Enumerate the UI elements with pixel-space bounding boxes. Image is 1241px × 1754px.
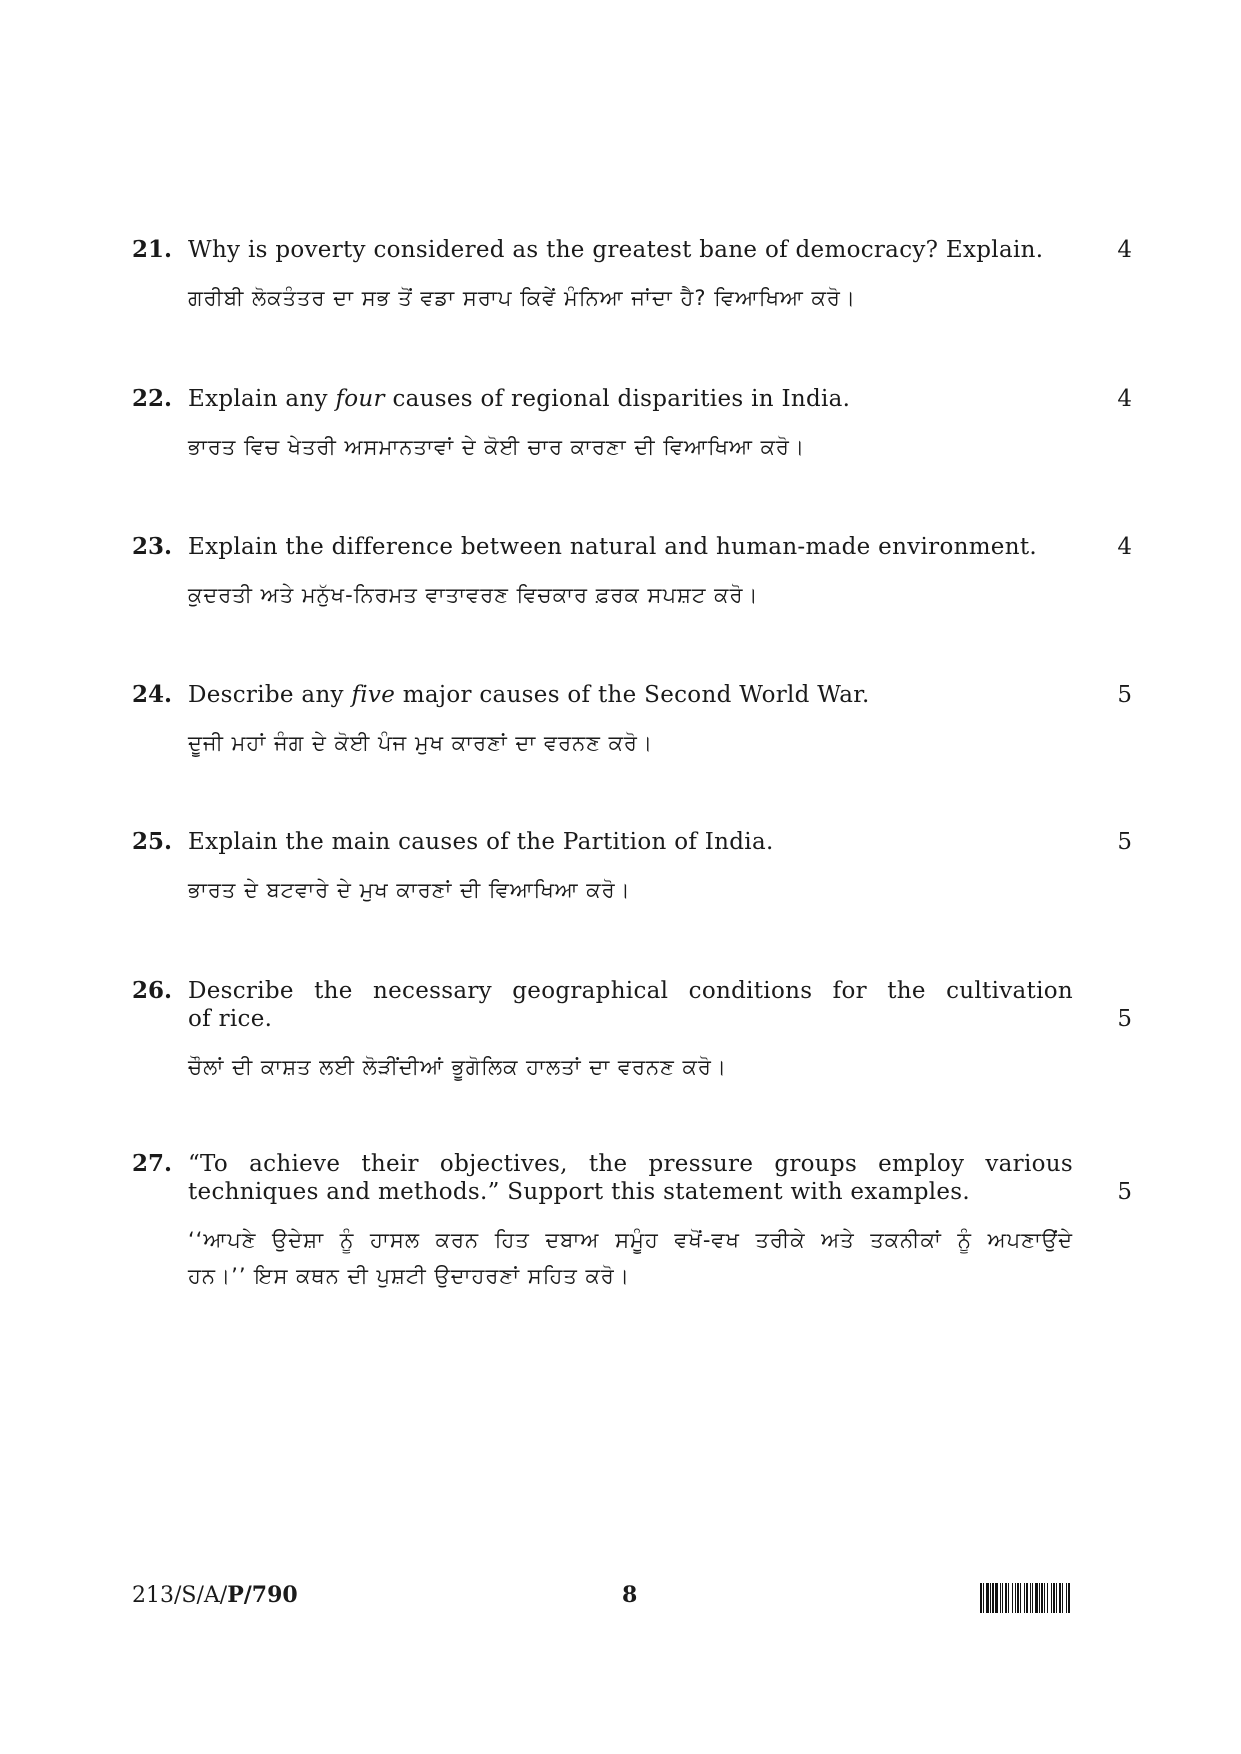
question-marks: 5 bbox=[1117, 1179, 1132, 1205]
question-25 bbox=[132, 828, 1132, 908]
question-text-english: Describe any five major causes of the Second World War. bbox=[188, 682, 870, 708]
question-24 bbox=[132, 681, 1132, 761]
question-22 bbox=[132, 385, 1132, 465]
question-text-english-line-2: techniques and methods.” Support this statement with examples. bbox=[188, 1179, 971, 1205]
question-text-punjabi: ਕੁਦਰਤੀ ਅਤੇ ਮਨੁੱਖ-ਨਿਰਮਤ ਵਾਤਾਵਰਣ ਵਿਚਕਾਰ ਫ਼ਰਕ ਸਪਸ਼ਟ ਕਰੋ। bbox=[188, 583, 759, 607]
question-text-punjabi: ਦੂਜੀ ਮਹਾਂ ਜੰਗ ਦੇ ਕੋਈ ਪੰਜ ਮੁਖ ਕਾਰਣਾਂ ਦਾ ਵਰਨਣ ਕਰੋ। bbox=[188, 731, 654, 755]
paper-code: 213/S/A/P/790 bbox=[132, 1582, 298, 1608]
question-number: 26. bbox=[132, 977, 173, 1004]
question-21 bbox=[132, 236, 1132, 316]
question-text-english: Explain the difference between natural and human-made environment. bbox=[188, 534, 1037, 560]
question-26 bbox=[132, 977, 1132, 1085]
question-text-punjabi-line-1: ‘‘ਆਪਣੇ ਉਦੇਸ਼ਾ ਨੂੰ ਹਾਸਲ ਕਰਨ ਹਿਤ ਦਬਾਅ ਸਮੂੰਹ ਵਖੋਂ-ਵਖ ਤਰੀਕੇ ਅਤੇ ਤਕਨੀਕਾਂ ਨੂੰ ਅਪਣਾਉਂਦੇ bbox=[188, 1228, 1073, 1252]
question-number: 23. bbox=[132, 533, 173, 560]
question-text-punjabi bbox=[188, 1222, 1073, 1294]
page-number: 8 bbox=[622, 1582, 638, 1608]
question-number: 25. bbox=[132, 828, 173, 855]
question-text-english: Why is poverty considered as the greatest bane of democracy? Explain. bbox=[188, 237, 1044, 263]
emphasis-word: four bbox=[335, 386, 385, 412]
emphasis-word: five bbox=[351, 682, 396, 708]
question-text-english: Explain the main causes of the Partition of India. bbox=[188, 829, 774, 855]
question-marks: 4 bbox=[1117, 237, 1132, 263]
question-number: 24. bbox=[132, 681, 173, 708]
question-text-english-line-1: “To achieve their objectives, the pressure groups employ various bbox=[188, 1151, 1073, 1177]
question-text-punjabi-line-2: ਹਨ।’’ ਇਸ ਕਥਨ ਦੀ ਪੁਸ਼ਟੀ ਉਦਾਹਰਣਾਂ ਸਹਿਤ ਕਰੋ। bbox=[188, 1264, 630, 1288]
question-number: 22. bbox=[132, 385, 173, 412]
question-text-english: Explain any four causes of regional disparities in India. bbox=[188, 386, 851, 412]
question-text-english-line-1: Describe the necessary geographical conditions for the cultivation bbox=[188, 978, 1073, 1004]
question-marks: 5 bbox=[1117, 829, 1132, 855]
question-text-english-line-2: of rice. bbox=[188, 1006, 273, 1032]
question-text-punjabi: ਭਾਰਤ ਦੇ ਬਟਵਾਰੇ ਦੇ ਮੁਖ ਕਾਰਣਾਂ ਦੀ ਵਿਆਖਿਆ ਕਰੋ। bbox=[188, 878, 631, 902]
question-marks: 5 bbox=[1117, 1006, 1132, 1032]
question-text-punjabi: ਗਰੀਬੀ ਲੋਕਤੰਤਰ ਦਾ ਸਭ ਤੋਂ ਵਡਾ ਸਰਾਪ ਕਿਵੇਂ ਮੰਨਿਆ ਜਾਂਦਾ ਹੈ? ਵਿਆਖਿਆ ਕਰੋ। bbox=[188, 286, 857, 310]
question-marks: 4 bbox=[1117, 386, 1132, 412]
question-text-punjabi: ਚੌਲਾਂ ਦੀ ਕਾਸ਼ਤ ਲਈ ਲੋੜੀਂਦੀਆਂ ਭੂਗੋਲਿਕ ਹਾਲਤਾਂ ਦਾ ਵਰਨਣ ਕਰੋ। bbox=[188, 1055, 728, 1079]
question-number: 27. bbox=[132, 1150, 173, 1177]
question-27 bbox=[132, 1150, 1132, 1294]
barcode-icon bbox=[980, 1583, 1132, 1613]
question-number: 21. bbox=[132, 236, 173, 263]
question-marks: 4 bbox=[1117, 534, 1132, 560]
question-text-punjabi: ਭਾਰਤ ਵਿਚ ਖੇਤਰੀ ਅਸਮਾਨਤਾਵਾਂ ਦੇ ਕੋਈ ਚਾਰ ਕਾਰਣਾ ਦੀ ਵਿਆਖਿਆ ਕਰੋ। bbox=[188, 435, 806, 459]
question-23 bbox=[132, 533, 1132, 613]
page-footer bbox=[132, 1579, 1132, 1619]
question-marks: 5 bbox=[1117, 682, 1132, 708]
